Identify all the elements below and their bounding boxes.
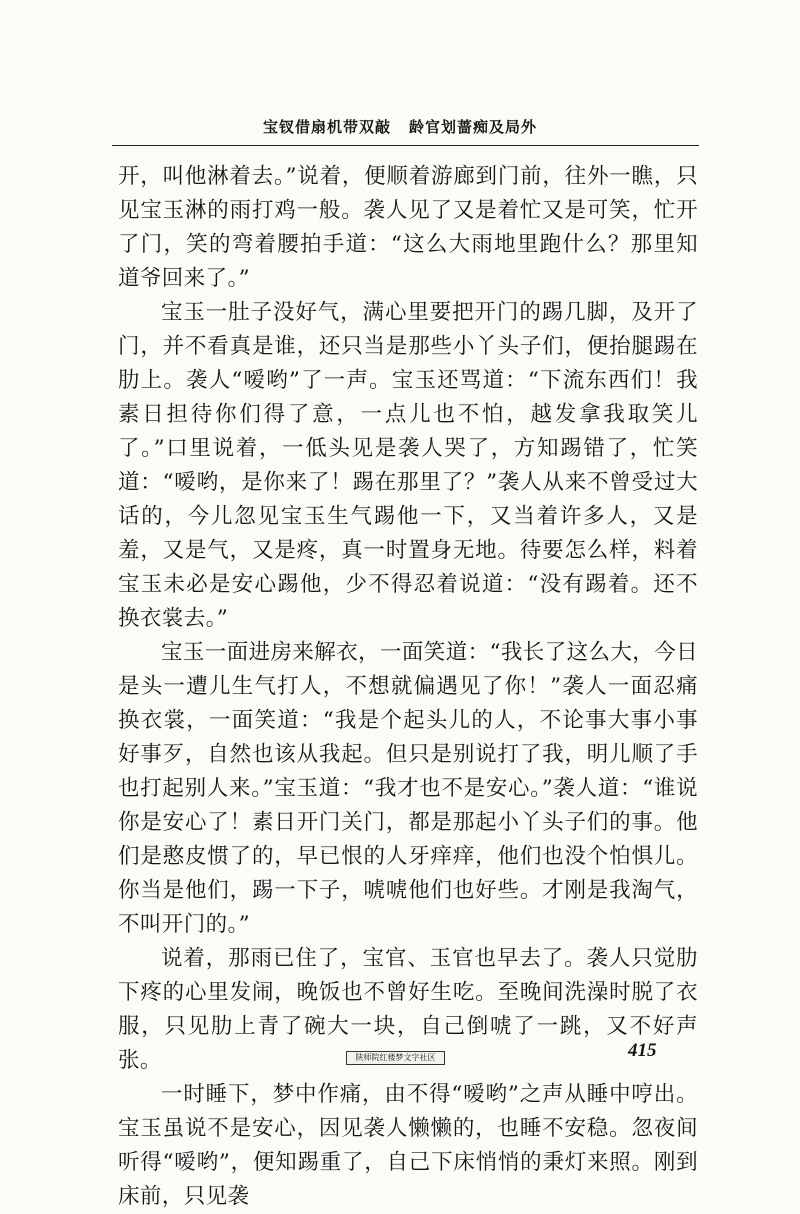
header-left-title: 宝钗借扇机带双敲 (262, 118, 391, 136)
paragraph: 开，叫他淋着去。”说着，便顺着游廊到门前，往外一瞧，只见宝玉淋的雨打鸡一般。袭人见了又是着忙又是可笑，忙开了门，笑的弯着腰拍手道：“这么大雨地里跑什么？那里知道爷回来了。” (118, 164, 698, 291)
paragraph: 宝玉一肚子没好气，满心里要把开门的踢几脚，及开了门，并不看真是谁，还只当是那些小丫头子们，便抬腿踢在肋上。袭人“嗳哟”了一声。宝玉还骂道：“下流东西们！我素日担待你们得了意，一点儿也不怕，越发拿我取笑儿了。”口里说着，一低头见是袭人哭了，方知踢错了，忙笑道：“嗳哟，是你来了！踢在那里了？”袭人从来不曾受过大话的，今儿忽见宝玉生气踢他一下，又当着许多人，又是羞，又是气，又是疼，真一时置身无地。待要怎么样，料着宝玉未必是安心踢他，少不得忍着说道：“没有踢着。还不换衣裳去。” (118, 300, 698, 631)
paragraph: 说着，那雨已住了，宝官、玉官也早去了。袭人只觉肋下疼的心里发闹，晚饭也不曾好生吃。至晚间洗澡时脱了衣服，只见肋上青了碗大一块，自己倒唬了一跳，又不好声张。 (118, 946, 698, 1073)
running-header (0, 116, 800, 137)
source-stamp: 陕师院红楼梦文字社区 (346, 1051, 445, 1065)
header-right-title: 龄官划蔷痴及局外 (409, 118, 538, 136)
page-number: 415 (628, 1040, 657, 1061)
paragraph: 一时睡下，梦中作痛，由不得“嗳哟”之声从睡中哼出。宝玉虽说不是安心，因见袭人懒懒的，也睡不安稳。忽夜间听得“嗳哟”，便知踢重了，自己下床悄悄的秉灯来照。刚到床前，只见袭 (118, 1082, 698, 1209)
paragraph: 宝玉一面进房来解衣，一面笑道：“我长了这么大，今日是头一遭儿生气打人，不想就偏遇见了你！”袭人一面忍痛换衣裳，一面笑道：“我是个起头儿的人，不论事大事小事好事歹，自然也该从我起。但只是别说打了我，明儿顺了手也打起别人来。”宝玉道：“我才也不是安心。”袭人道：“谁说你是安心了！素日开门关门，都是那起小丫头子们的事。他们是憨皮惯了的，早已恨的人牙痒痒，他们也没个怕惧儿。你当是他们，踢一下子，唬唬他们也好些。才刚是我淘气，不叫开门的。” (118, 640, 698, 937)
header-rule (112, 145, 699, 146)
